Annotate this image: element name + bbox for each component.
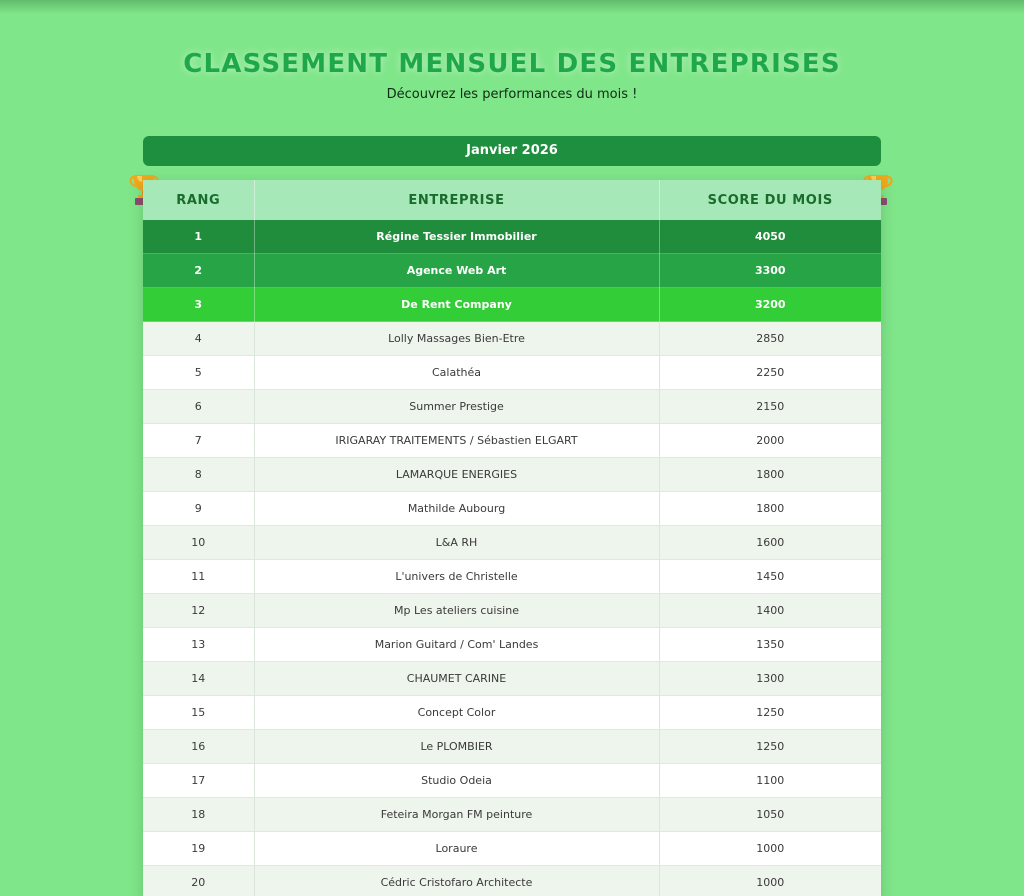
table-header-row xyxy=(143,180,881,220)
rank-cell: 5 xyxy=(143,356,254,390)
table-row xyxy=(143,866,881,896)
score-cell: 1400 xyxy=(659,594,881,628)
score-cell: 3200 xyxy=(659,288,881,322)
company-cell: De Rent Company xyxy=(254,288,659,322)
rank-cell: 20 xyxy=(143,866,254,896)
table-row xyxy=(143,356,881,390)
score-cell: 1250 xyxy=(659,730,881,764)
period-banner: Janvier 2026 xyxy=(143,136,881,166)
table-row xyxy=(143,288,881,322)
top-shadow xyxy=(0,0,1024,14)
table-row xyxy=(143,526,881,560)
company-cell: Feteira Morgan FM peinture xyxy=(254,798,659,832)
table-row xyxy=(143,662,881,696)
rank-cell: 16 xyxy=(143,730,254,764)
score-cell: 1100 xyxy=(659,764,881,798)
table-row xyxy=(143,730,881,764)
company-cell: L'univers de Christelle xyxy=(254,560,659,594)
company-cell: Lolly Massages Bien-Etre xyxy=(254,322,659,356)
table-row xyxy=(143,628,881,662)
rank-cell: 14 xyxy=(143,662,254,696)
company-cell: Marion Guitard / Com' Landes xyxy=(254,628,659,662)
company-cell: CHAUMET CARINE xyxy=(254,662,659,696)
score-cell: 1050 xyxy=(659,798,881,832)
score-cell: 2150 xyxy=(659,390,881,424)
company-cell: Summer Prestige xyxy=(254,390,659,424)
score-cell: 1000 xyxy=(659,866,881,896)
company-cell: IRIGARAY TRAITEMENTS / Sébastien ELGART xyxy=(254,424,659,458)
table-row xyxy=(143,424,881,458)
company-cell: Studio Odeia xyxy=(254,764,659,798)
company-cell: Mp Les ateliers cuisine xyxy=(254,594,659,628)
table-row xyxy=(143,458,881,492)
table-row xyxy=(143,560,881,594)
company-cell: Concept Color xyxy=(254,696,659,730)
rank-cell: 4 xyxy=(143,322,254,356)
column-header-company[interactable]: ENTREPRISE xyxy=(254,180,659,220)
table-row xyxy=(143,322,881,356)
rank-cell: 2 xyxy=(143,254,254,288)
company-cell: L&A RH xyxy=(254,526,659,560)
score-cell: 1600 xyxy=(659,526,881,560)
table-row xyxy=(143,764,881,798)
table-row xyxy=(143,254,881,288)
score-cell: 1800 xyxy=(659,458,881,492)
rank-cell: 1 xyxy=(143,220,254,254)
company-cell: Agence Web Art xyxy=(254,254,659,288)
score-cell: 3300 xyxy=(659,254,881,288)
company-cell: Régine Tessier Immobilier xyxy=(254,220,659,254)
rank-cell: 8 xyxy=(143,458,254,492)
score-cell: 1000 xyxy=(659,832,881,866)
rank-cell: 11 xyxy=(143,560,254,594)
column-header-rank[interactable]: RANG xyxy=(143,180,254,220)
page-subtitle: Découvrez les performances du mois ! xyxy=(386,87,638,102)
ranking-table-body xyxy=(143,220,881,896)
rank-cell: 3 xyxy=(143,288,254,322)
table-row xyxy=(143,798,881,832)
company-cell: Le PLOMBIER xyxy=(254,730,659,764)
company-cell: LAMARQUE ENERGIES xyxy=(254,458,659,492)
rank-cell: 7 xyxy=(143,424,254,458)
company-cell: Cédric Cristofaro Architecte xyxy=(254,866,659,896)
score-cell: 1450 xyxy=(659,560,881,594)
score-cell: 2000 xyxy=(659,424,881,458)
rank-cell: 19 xyxy=(143,832,254,866)
table-row xyxy=(143,832,881,866)
score-cell: 2850 xyxy=(659,322,881,356)
table-row xyxy=(143,492,881,526)
company-cell: Loraure xyxy=(254,832,659,866)
company-cell: Calathéa xyxy=(254,356,659,390)
rank-cell: 12 xyxy=(143,594,254,628)
score-cell: 1350 xyxy=(659,628,881,662)
rank-cell: 17 xyxy=(143,764,254,798)
table-row xyxy=(143,696,881,730)
score-cell: 1250 xyxy=(659,696,881,730)
score-cell: 1800 xyxy=(659,492,881,526)
column-header-score[interactable]: SCORE DU MOIS xyxy=(659,180,881,220)
table-row xyxy=(143,594,881,628)
score-cell: 1300 xyxy=(659,662,881,696)
ranking-table xyxy=(143,180,881,896)
table-row xyxy=(143,220,881,254)
ranking-table-container xyxy=(143,180,881,896)
score-cell: 2250 xyxy=(659,356,881,390)
rank-cell: 15 xyxy=(143,696,254,730)
score-cell: 4050 xyxy=(659,220,881,254)
rank-cell: 6 xyxy=(143,390,254,424)
page-title: CLASSEMENT MENSUEL DES ENTREPRISES xyxy=(183,49,841,79)
rank-cell: 9 xyxy=(143,492,254,526)
rank-cell: 10 xyxy=(143,526,254,560)
rank-cell: 13 xyxy=(143,628,254,662)
table-row xyxy=(143,390,881,424)
rank-cell: 18 xyxy=(143,798,254,832)
company-cell: Mathilde Aubourg xyxy=(254,492,659,526)
